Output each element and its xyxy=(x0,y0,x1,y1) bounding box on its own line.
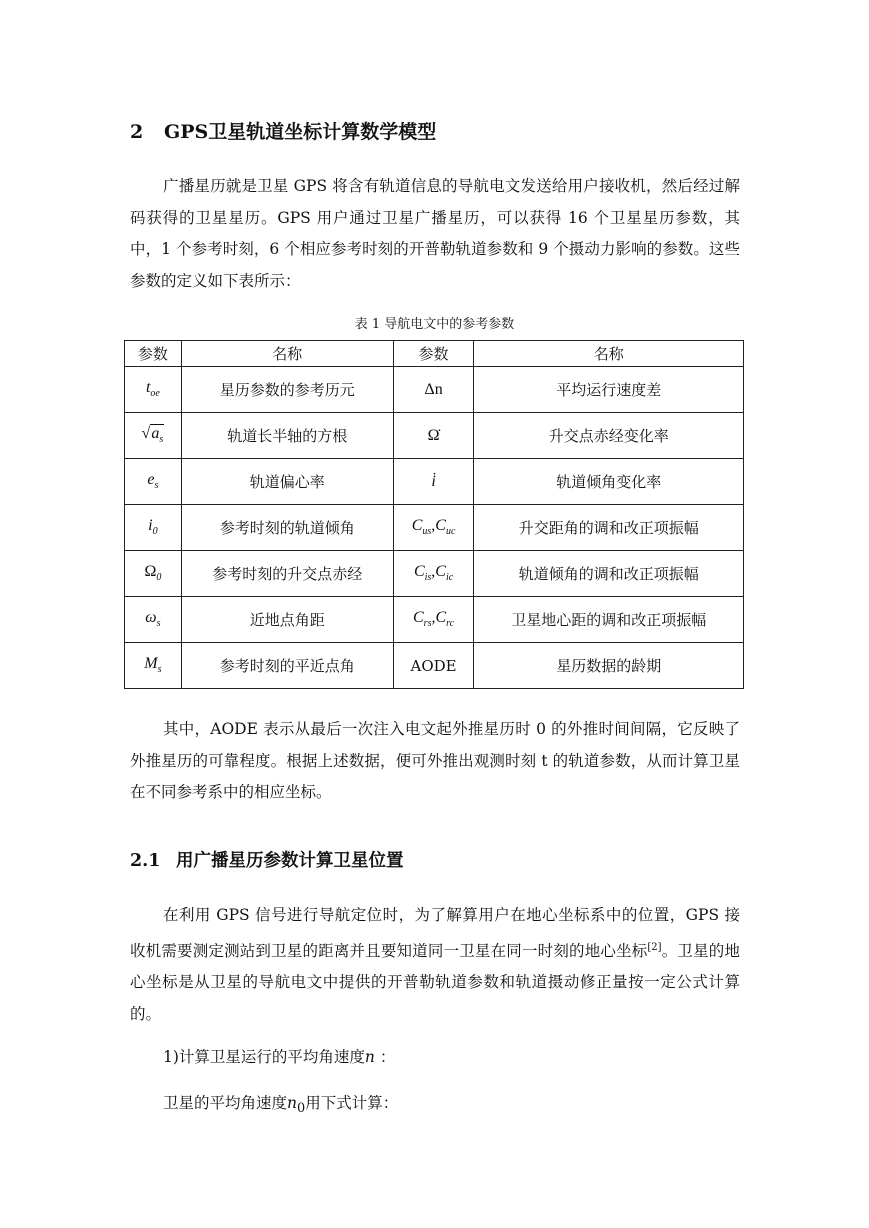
param-symbol: $\Omega_0$ xyxy=(125,551,182,597)
param-name: 升交距角的调和改正项振幅 xyxy=(474,505,744,551)
header-name-2: 名称 xyxy=(474,341,744,367)
param-symbol: $t_{oe}$ xyxy=(125,367,182,413)
section-number: 2 xyxy=(130,121,144,143)
param-name: 参考时刻的轨道倾角 xyxy=(181,505,393,551)
table-row xyxy=(125,505,744,551)
param-name: 参考时刻的平近点角 xyxy=(181,643,393,689)
param-name: 星历参数的参考历元 xyxy=(181,367,393,413)
section-title: GPS卫星轨道坐标计算数学模型 xyxy=(164,121,437,143)
param-name: 近地点角距 xyxy=(181,597,393,643)
param-symbol: $C_{us},C_{uc}$ xyxy=(393,505,474,551)
table-row xyxy=(125,551,744,597)
subsection-title: 用广播星历参数计算卫星位置 xyxy=(176,851,404,871)
header-param-1: 参数 xyxy=(125,341,182,367)
param-symbol: $i_0$ xyxy=(125,505,182,551)
table-row xyxy=(125,643,744,689)
table-header-row xyxy=(125,341,744,367)
param-symbol: AODE xyxy=(393,643,474,689)
table-row xyxy=(125,413,744,459)
header-param-2: 参数 xyxy=(393,341,474,367)
parameter-table xyxy=(124,340,744,689)
param-name: 轨道倾角的调和改正项振幅 xyxy=(474,551,744,597)
param-name: 参考时刻的升交点赤经 xyxy=(181,551,393,597)
param-symbol: i̇ xyxy=(393,459,474,505)
param-symbol: Δn xyxy=(393,367,474,413)
param-name: 升交点赤经变化率 xyxy=(474,413,744,459)
param-name: 卫星地心距的调和改正项振幅 xyxy=(474,597,744,643)
param-name: 轨道偏心率 xyxy=(181,459,393,505)
table-caption: 表 1 导航电文中的参考参数 xyxy=(354,317,515,332)
variable-n0: n xyxy=(287,1094,297,1112)
positioning-paragraph: 在利用 GPS 信号进行导航定位时，为了解算用户在地心坐标系中的位置，GPS 接收机需要测定测站到卫星的距离并且要知道同一卫星在同一时刻的地心坐标[2]。卫星的地心坐标是从卫星的导航电文中提供的开普勒轨道参数和轨道摄动修正量按一定公式计算的。 xyxy=(130,906,740,1023)
param-name: 轨道倾角变化率 xyxy=(474,459,744,505)
param-symbol: $√a_s$ xyxy=(125,413,182,459)
param-symbol: $M_s$ xyxy=(125,643,182,689)
section-heading xyxy=(130,117,436,144)
table-row xyxy=(125,459,744,505)
intro-paragraph: 广播星历就是卫星 GPS 将含有轨道信息的导航电文发送给用户接收机，然后经过解码获得的卫星星历。GPS 用户通过卫星广播星历，可以获得 16 个卫星星历参数，其中，1 个参考时刻，6 个相应参考时刻的开普勒轨道参数和 9 个摄动力影响的参数。这些参数的定义如下表所示： xyxy=(130,177,740,290)
param-symbol: $C_{rs},C_{rc}$ xyxy=(393,597,474,643)
aode-paragraph: 其中，AODE 表示从最后一次注入电文起外推星历时 0 的外推时间间隔，它反映了外推星历的可靠程度。根据上述数据，便可外推出观测时刻 t 的轨道参数，从而计算卫星在不同参考系中的相应坐标。 xyxy=(130,720,740,801)
subsection-number: 2.1 xyxy=(130,851,161,871)
citation: [2] xyxy=(647,941,662,953)
mean-motion-paragraph: 卫星的平均角速度$n_0$用下式计算： xyxy=(163,1094,399,1117)
param-name: 星历数据的龄期 xyxy=(474,643,744,689)
subsection-heading xyxy=(130,847,404,872)
param-symbol: $\omega_s$ xyxy=(125,597,182,643)
step-1-paragraph: 1)计算卫星运行的平均角速度n ： xyxy=(163,1048,396,1066)
table-row xyxy=(125,597,744,643)
param-name: 轨道长半轴的方根 xyxy=(181,413,393,459)
param-symbol: Ω̇ xyxy=(393,413,474,459)
variable-n: n xyxy=(364,1048,375,1066)
param-symbol: $e_s$ xyxy=(125,459,182,505)
header-name-1: 名称 xyxy=(181,341,393,367)
param-symbol: $C_{is},C_{ic}$ xyxy=(393,551,474,597)
table-row xyxy=(125,367,744,413)
param-name: 平均运行速度差 xyxy=(474,367,744,413)
